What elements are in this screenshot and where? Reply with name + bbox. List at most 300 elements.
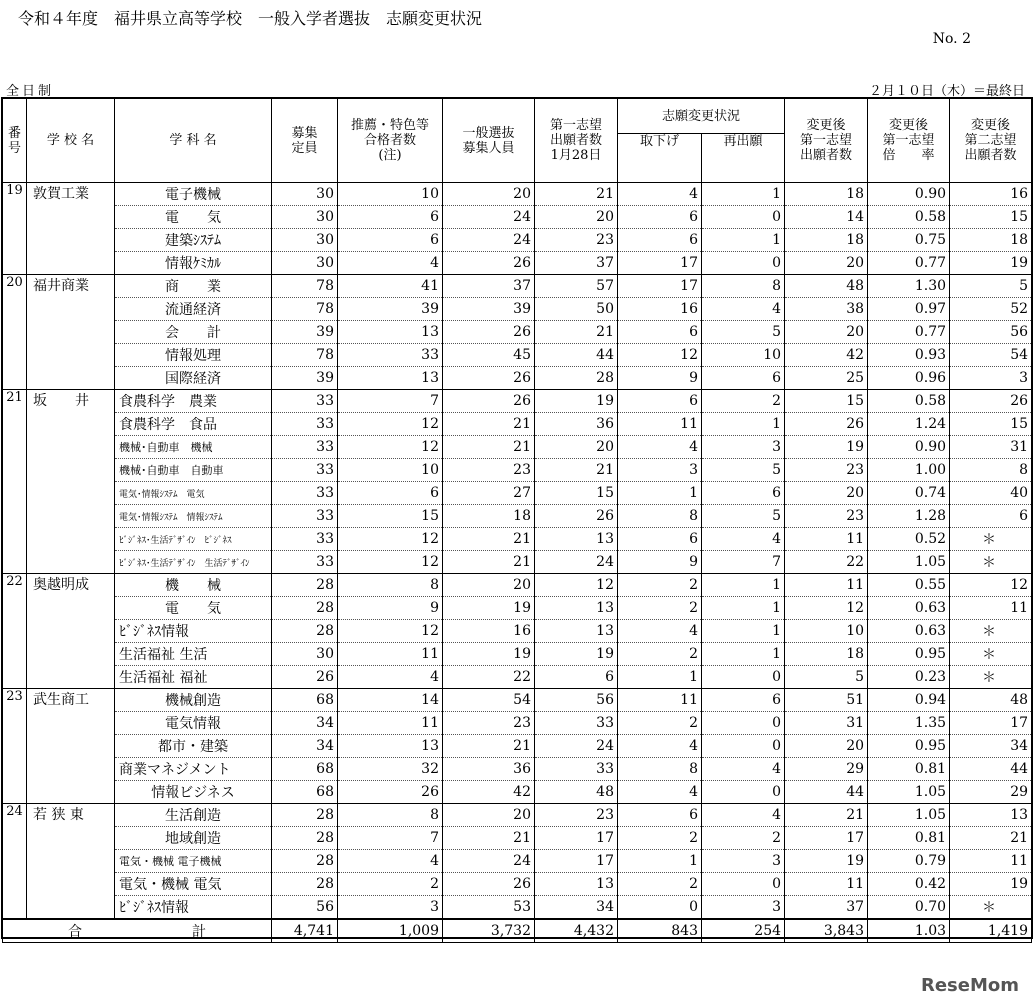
cell-after-second: 34 — [950, 735, 1032, 758]
cell-recommended: 6 — [338, 482, 443, 505]
cell-capacity: 34 — [272, 735, 338, 758]
department-name: 情報ビジネス — [115, 781, 272, 804]
table-row — [3, 896, 1032, 919]
cell-first-choice: 24 — [535, 551, 618, 574]
cell-after-ratio: 1.00 — [868, 459, 950, 482]
cell-reapply: 2 — [702, 827, 785, 850]
table-row — [3, 459, 1032, 482]
cell-capacity: 33 — [272, 413, 338, 436]
cell-general: 20 — [443, 574, 535, 597]
cell-after-second: ＊ — [950, 620, 1032, 643]
cell-after-second: ＊ — [950, 528, 1032, 551]
cell-recommended: 9 — [338, 597, 443, 620]
department-name: 都市・建築 — [115, 735, 272, 758]
table-row — [3, 206, 1032, 229]
table-row — [3, 367, 1032, 390]
cell-withdraw: 17 — [618, 252, 702, 275]
cell-after-first: 5 — [785, 666, 868, 689]
cell-after-ratio: 0.52 — [868, 528, 950, 551]
cell-after-first: 20 — [785, 735, 868, 758]
cell-after-second: ＊ — [950, 896, 1032, 919]
total-label-a: 合 — [68, 923, 82, 940]
cell-after-first: 10 — [785, 620, 868, 643]
table-row — [3, 275, 1032, 298]
cell-after-first: 18 — [785, 643, 868, 666]
cell-withdraw: 6 — [618, 229, 702, 252]
cell-general: 23 — [443, 712, 535, 735]
cell-first-choice: 37 — [535, 252, 618, 275]
total-label-b: 計 — [192, 923, 206, 940]
cell-after-second: 8 — [950, 459, 1032, 482]
cell-after-second: 17 — [950, 712, 1032, 735]
cell-after-second: 48 — [950, 689, 1032, 712]
cell-recommended: 32 — [338, 758, 443, 781]
cell-first-choice: 28 — [535, 367, 618, 390]
cell-withdraw: 6 — [618, 390, 702, 413]
cell-capacity: 28 — [272, 804, 338, 827]
table-row — [3, 735, 1032, 758]
cell-recommended: 13 — [338, 321, 443, 344]
cell-capacity: 28 — [272, 850, 338, 873]
cell-after-first: 11 — [785, 574, 868, 597]
cell-withdraw: 2 — [618, 643, 702, 666]
cell-first-choice: 23 — [535, 229, 618, 252]
table-row — [3, 252, 1032, 275]
cell-capacity: 28 — [272, 574, 338, 597]
cell-after-first: 14 — [785, 206, 868, 229]
cell-withdraw: 1 — [618, 482, 702, 505]
cell-after-ratio: 1.24 — [868, 413, 950, 436]
cell-general: 26 — [443, 873, 535, 896]
cell-after-first: 18 — [785, 229, 868, 252]
cell-general: 23 — [443, 459, 535, 482]
total-recommended: 1,009 — [338, 919, 443, 943]
cell-withdraw: 4 — [618, 183, 702, 206]
cell-reapply: 1 — [702, 413, 785, 436]
cell-reapply: 1 — [702, 183, 785, 206]
cell-withdraw: 4 — [618, 436, 702, 459]
cell-after-ratio: 1.30 — [868, 275, 950, 298]
cell-recommended: 10 — [338, 183, 443, 206]
school-number: 22 — [3, 574, 27, 689]
cell-capacity: 34 — [272, 712, 338, 735]
total-row — [3, 919, 1032, 943]
cell-withdraw: 17 — [618, 275, 702, 298]
cell-first-choice: 56 — [535, 689, 618, 712]
cell-withdraw: 4 — [618, 781, 702, 804]
cell-after-first: 19 — [785, 436, 868, 459]
cell-reapply: 0 — [702, 712, 785, 735]
application-change-table — [2, 98, 1032, 943]
cell-after-ratio: 0.55 — [868, 574, 950, 597]
cell-after-ratio: 0.42 — [868, 873, 950, 896]
cell-capacity: 78 — [272, 298, 338, 321]
department-name: 地域創造 — [115, 827, 272, 850]
school-name: 敦賀工業 — [27, 183, 115, 275]
cell-after-ratio: 0.96 — [868, 367, 950, 390]
cell-first-choice: 17 — [535, 850, 618, 873]
cell-recommended: 33 — [338, 344, 443, 367]
cell-after-ratio: 0.81 — [868, 827, 950, 850]
cell-reapply: 0 — [702, 252, 785, 275]
cell-withdraw: 3 — [618, 459, 702, 482]
cell-first-choice: 12 — [535, 574, 618, 597]
cell-after-ratio: 0.63 — [868, 620, 950, 643]
cell-general: 39 — [443, 298, 535, 321]
cell-first-choice: 20 — [535, 206, 618, 229]
cell-capacity: 39 — [272, 321, 338, 344]
cell-after-ratio: 0.95 — [868, 735, 950, 758]
cell-recommended: 6 — [338, 229, 443, 252]
page-title: 令和４年度 福井県立高等学校 一般入学者選抜 志願変更状況 — [18, 9, 483, 28]
cell-reapply: 2 — [702, 390, 785, 413]
cell-after-second: 3 — [950, 367, 1032, 390]
cell-general: 26 — [443, 367, 535, 390]
cell-first-choice: 21 — [535, 321, 618, 344]
cell-recommended: 4 — [338, 252, 443, 275]
col-header-withdraw: 取下げ — [618, 134, 702, 183]
cell-after-ratio: 0.79 — [868, 850, 950, 873]
department-name: ﾋﾞｼﾞﾈｽ･生活ﾃﾞｻﾞｲﾝ ﾋﾞｼﾞﾈｽ — [115, 528, 272, 551]
cell-first-choice: 19 — [535, 643, 618, 666]
table-row — [3, 689, 1032, 712]
cell-reapply: 3 — [702, 436, 785, 459]
cell-withdraw: 6 — [618, 206, 702, 229]
cell-recommended: 11 — [338, 712, 443, 735]
cell-general: 21 — [443, 551, 535, 574]
cell-reapply: 0 — [702, 781, 785, 804]
cell-general: 21 — [443, 436, 535, 459]
cell-general: 54 — [443, 689, 535, 712]
department-name: ﾋﾞｼﾞﾈｽ情報 — [115, 620, 272, 643]
resemom-logo: ReseMom — [920, 975, 1019, 996]
col-header-school: 学 校 名 — [27, 99, 115, 183]
table-row — [3, 321, 1032, 344]
cell-after-second: 13 — [950, 804, 1032, 827]
school-number: 24 — [3, 804, 27, 919]
cell-capacity: 78 — [272, 275, 338, 298]
table-body — [3, 183, 1032, 919]
cell-first-choice: 15 — [535, 482, 618, 505]
cell-withdraw: 1 — [618, 666, 702, 689]
cell-after-second: 40 — [950, 482, 1032, 505]
cell-after-ratio: 0.63 — [868, 597, 950, 620]
department-name: 流通経済 — [115, 298, 272, 321]
cell-withdraw: 6 — [618, 528, 702, 551]
cell-capacity: 68 — [272, 758, 338, 781]
total-first-choice: 4,432 — [535, 919, 618, 943]
table-row — [3, 344, 1032, 367]
cell-first-choice: 48 — [535, 781, 618, 804]
cell-after-ratio: 0.90 — [868, 436, 950, 459]
cell-general: 26 — [443, 321, 535, 344]
department-name: 電気･情報ｼｽﾃﾑ 電気 — [115, 482, 272, 505]
col-header-dept: 学 科 名 — [115, 99, 272, 183]
cell-after-second: ＊ — [950, 551, 1032, 574]
cell-after-second: 11 — [950, 850, 1032, 873]
cell-reapply: 1 — [702, 229, 785, 252]
cell-capacity: 33 — [272, 551, 338, 574]
school-name: 奥越明成 — [27, 574, 115, 689]
cell-after-second: 56 — [950, 321, 1032, 344]
cell-first-choice: 13 — [535, 597, 618, 620]
table-row — [3, 298, 1032, 321]
cell-reapply: 0 — [702, 666, 785, 689]
department-name: 機械･自動車 機械 — [115, 436, 272, 459]
cell-withdraw: 8 — [618, 505, 702, 528]
cell-general: 26 — [443, 390, 535, 413]
cell-withdraw: 2 — [618, 873, 702, 896]
cell-recommended: 7 — [338, 827, 443, 850]
cell-general: 21 — [443, 735, 535, 758]
cell-capacity: 30 — [272, 252, 338, 275]
cell-after-ratio: 0.58 — [868, 206, 950, 229]
cell-first-choice: 24 — [535, 735, 618, 758]
school-number: 19 — [3, 183, 27, 275]
col-header-after-second: 変更後 第二志望 出願者数 — [950, 99, 1032, 183]
cell-withdraw: 2 — [618, 597, 702, 620]
department-name: 機械創造 — [115, 689, 272, 712]
course-label: 全日制 — [6, 84, 55, 99]
cell-withdraw: 2 — [618, 827, 702, 850]
cell-reapply: 0 — [702, 873, 785, 896]
total-withdraw: 843 — [618, 919, 702, 943]
cell-first-choice: 34 — [535, 896, 618, 919]
cell-general: 16 — [443, 620, 535, 643]
cell-recommended: 10 — [338, 459, 443, 482]
cell-reapply: 0 — [702, 735, 785, 758]
cell-reapply: 5 — [702, 459, 785, 482]
department-name: 電気情報 — [115, 712, 272, 735]
cell-after-second: 12 — [950, 574, 1032, 597]
cell-reapply: 6 — [702, 689, 785, 712]
cell-after-first: 12 — [785, 597, 868, 620]
cell-after-ratio: 0.58 — [868, 390, 950, 413]
cell-after-first: 38 — [785, 298, 868, 321]
department-name: 電気･情報ｼｽﾃﾑ 情報ｼｽﾃﾑ — [115, 505, 272, 528]
cell-reapply: 6 — [702, 367, 785, 390]
cell-general: 20 — [443, 183, 535, 206]
cell-after-first: 19 — [785, 850, 868, 873]
cell-recommended: 41 — [338, 275, 443, 298]
cell-first-choice: 50 — [535, 298, 618, 321]
date-label: ２月１０日（木）＝最終日 — [868, 84, 1025, 99]
table-row — [3, 183, 1032, 206]
cell-withdraw: 12 — [618, 344, 702, 367]
school-name: 坂 井 — [27, 390, 115, 574]
cell-reapply: 1 — [702, 643, 785, 666]
cell-after-second: 19 — [950, 252, 1032, 275]
cell-recommended: 26 — [338, 781, 443, 804]
cell-first-choice: 13 — [535, 528, 618, 551]
cell-capacity: 78 — [272, 344, 338, 367]
department-name: 食農科学 農業 — [115, 390, 272, 413]
cell-recommended: 12 — [338, 551, 443, 574]
cell-reapply: 1 — [702, 620, 785, 643]
cell-first-choice: 17 — [535, 827, 618, 850]
department-name: 食農科学 食品 — [115, 413, 272, 436]
cell-after-ratio: 1.05 — [868, 781, 950, 804]
cell-after-ratio: 0.93 — [868, 344, 950, 367]
cell-first-choice: 21 — [535, 459, 618, 482]
cell-after-ratio: 0.95 — [868, 643, 950, 666]
cell-after-second: 16 — [950, 183, 1032, 206]
cell-reapply: 4 — [702, 804, 785, 827]
table-row — [3, 505, 1032, 528]
cell-general: 20 — [443, 804, 535, 827]
department-name: 電気・機械 電気 — [115, 873, 272, 896]
cell-after-first: 23 — [785, 459, 868, 482]
cell-after-first: 23 — [785, 505, 868, 528]
cell-recommended: 13 — [338, 735, 443, 758]
department-name: 建築ｼｽﾃﾑ — [115, 229, 272, 252]
department-name: 国際経済 — [115, 367, 272, 390]
total-capacity: 4,741 — [272, 919, 338, 943]
cell-after-first: 29 — [785, 758, 868, 781]
cell-reapply: 3 — [702, 850, 785, 873]
cell-after-second: ＊ — [950, 666, 1032, 689]
table-row — [3, 597, 1032, 620]
table-row — [3, 712, 1032, 735]
cell-capacity: 30 — [272, 206, 338, 229]
cell-after-second: 54 — [950, 344, 1032, 367]
cell-capacity: 28 — [272, 827, 338, 850]
cell-reapply: 4 — [702, 298, 785, 321]
cell-recommended: 12 — [338, 620, 443, 643]
department-name: ﾋﾞｼﾞﾈｽ情報 — [115, 896, 272, 919]
cell-after-second: 18 — [950, 229, 1032, 252]
cell-reapply: 8 — [702, 275, 785, 298]
table-row — [3, 574, 1032, 597]
cell-first-choice: 13 — [535, 873, 618, 896]
cell-withdraw: 6 — [618, 804, 702, 827]
total-label — [3, 919, 272, 943]
school-number: 20 — [3, 275, 27, 390]
cell-withdraw: 4 — [618, 620, 702, 643]
cell-first-choice: 19 — [535, 390, 618, 413]
cell-capacity: 28 — [272, 873, 338, 896]
cell-after-ratio: 0.70 — [868, 896, 950, 919]
cell-after-second: 15 — [950, 413, 1032, 436]
cell-capacity: 28 — [272, 620, 338, 643]
col-header-change-status: 志願変更状況 — [618, 99, 785, 134]
cell-first-choice: 33 — [535, 712, 618, 735]
cell-withdraw: 2 — [618, 574, 702, 597]
table-row — [3, 781, 1032, 804]
cell-capacity: 30 — [272, 183, 338, 206]
cell-withdraw: 11 — [618, 689, 702, 712]
cell-general: 42 — [443, 781, 535, 804]
cell-after-first: 11 — [785, 873, 868, 896]
cell-after-ratio: 1.28 — [868, 505, 950, 528]
cell-recommended: 4 — [338, 666, 443, 689]
cell-after-first: 20 — [785, 252, 868, 275]
cell-after-second: 15 — [950, 206, 1032, 229]
cell-first-choice: 13 — [535, 620, 618, 643]
cell-after-ratio: 0.94 — [868, 689, 950, 712]
school-name: 若 狭 東 — [27, 804, 115, 919]
department-name: 情報ｹﾐｶﾙ — [115, 252, 272, 275]
cell-after-first: 25 — [785, 367, 868, 390]
cell-recommended: 6 — [338, 206, 443, 229]
cell-after-second: ＊ — [950, 643, 1032, 666]
cell-general: 24 — [443, 850, 535, 873]
cell-recommended: 8 — [338, 804, 443, 827]
cell-after-first: 44 — [785, 781, 868, 804]
cell-capacity: 33 — [272, 482, 338, 505]
cell-withdraw: 9 — [618, 367, 702, 390]
cell-recommended: 4 — [338, 850, 443, 873]
cell-capacity: 33 — [272, 390, 338, 413]
cell-reapply: 4 — [702, 528, 785, 551]
cell-general: 19 — [443, 643, 535, 666]
total-after-second: 1,419 — [950, 919, 1032, 943]
cell-first-choice: 21 — [535, 183, 618, 206]
table-row — [3, 873, 1032, 896]
cell-after-first: 42 — [785, 344, 868, 367]
cell-reapply: 7 — [702, 551, 785, 574]
cell-recommended: 15 — [338, 505, 443, 528]
table-row — [3, 482, 1032, 505]
department-name: 情報処理 — [115, 344, 272, 367]
school-name: 福井商業 — [27, 275, 115, 390]
table-row — [3, 620, 1032, 643]
school-number: 23 — [3, 689, 27, 804]
total-general: 3,732 — [443, 919, 535, 943]
cell-capacity: 30 — [272, 643, 338, 666]
cell-capacity: 68 — [272, 781, 338, 804]
cell-general: 18 — [443, 505, 535, 528]
page-number: No. 2 — [932, 31, 971, 47]
school-name: 武生商工 — [27, 689, 115, 804]
table-row — [3, 229, 1032, 252]
cell-reapply: 5 — [702, 321, 785, 344]
cell-first-choice: 20 — [535, 436, 618, 459]
cell-after-second: 31 — [950, 436, 1032, 459]
cell-after-first: 31 — [785, 712, 868, 735]
cell-recommended: 12 — [338, 413, 443, 436]
total-after-first: 3,843 — [785, 919, 868, 943]
cell-withdraw: 6 — [618, 321, 702, 344]
cell-reapply: 10 — [702, 344, 785, 367]
cell-after-ratio: 1.35 — [868, 712, 950, 735]
cell-recommended: 8 — [338, 574, 443, 597]
col-header-first-choice: 第一志望 出願者数 1月28日 — [535, 99, 618, 183]
cell-capacity: 33 — [272, 459, 338, 482]
table-row — [3, 850, 1032, 873]
cell-withdraw: 11 — [618, 413, 702, 436]
table-row — [3, 528, 1032, 551]
cell-reapply: 1 — [702, 597, 785, 620]
cell-after-ratio: 1.05 — [868, 551, 950, 574]
department-name: 生活創造 — [115, 804, 272, 827]
cell-after-second: 52 — [950, 298, 1032, 321]
cell-recommended: 12 — [338, 528, 443, 551]
cell-after-ratio: 0.90 — [868, 183, 950, 206]
cell-reapply: 1 — [702, 574, 785, 597]
cell-after-second: 11 — [950, 597, 1032, 620]
cell-capacity: 68 — [272, 689, 338, 712]
department-name: 生活福祉 生活 — [115, 643, 272, 666]
department-name: 電 気 — [115, 597, 272, 620]
cell-after-first: 22 — [785, 551, 868, 574]
total-after-ratio: 1.03 — [868, 919, 950, 943]
cell-after-ratio: 0.77 — [868, 321, 950, 344]
cell-after-first: 20 — [785, 321, 868, 344]
cell-after-first: 37 — [785, 896, 868, 919]
cell-after-first: 18 — [785, 183, 868, 206]
col-header-after-first: 変更後 第一志望 出願者数 — [785, 99, 868, 183]
